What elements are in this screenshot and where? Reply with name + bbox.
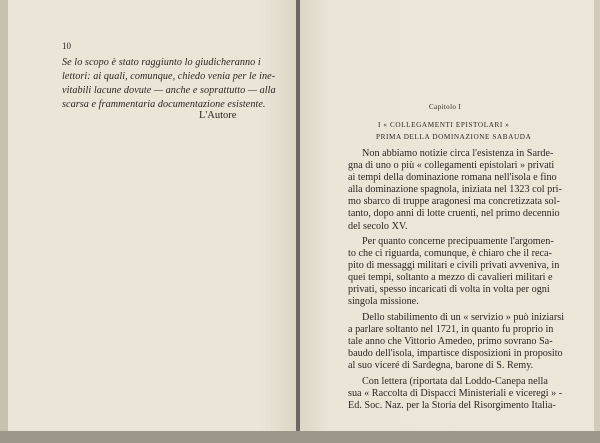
chapter-body [348, 148, 565, 415]
page-number: 10 [62, 41, 71, 51]
left-page-edge [0, 0, 8, 443]
chapter-title-line-2: PRIMA DELLA DOMINAZIONE SABAUDA [376, 133, 532, 141]
preface-line: scarsa e frammentaria documentazione esistente. [62, 99, 266, 110]
text-line: mo sbarco di truppe aragonesi ma concretizzata sol- [348, 196, 560, 208]
text-line: Con lettera (riportata dal Loddo-Canepa nella [362, 375, 548, 387]
paragraph-1 [348, 148, 562, 233]
text-line: privati, spesso incaricati di volta in volta per ogni [348, 284, 550, 296]
text-line: Non abbiamo notizie circa l'esistenza in Sarde- [362, 148, 554, 159]
text-line: sua « Raccolta di Dispacci Ministeriali e viceregi » - [348, 387, 563, 399]
preface-text [62, 56, 276, 112]
text-line: Per quanto concerne precipuamente l'argomen- [362, 235, 554, 247]
text-line: pito di messaggi militari e civili privati avveniva, in [348, 260, 560, 272]
author-signature: L'Autore [199, 110, 237, 121]
preface-line: lettori: ai quali, comunque, chiedo venia per le ine- [62, 71, 276, 82]
text-line: gna di uno o più « collegamenti epistolari » privati [348, 160, 555, 172]
text-line: baudo dell'isola, impartisce disposizioni in proposito [348, 348, 563, 360]
text-line: alla dominazione spagnola, iniziata nel 1323 col pri- [348, 184, 562, 196]
left-page [0, 0, 296, 443]
text-line: tale anno che Vittorio Amedeo, primo sovrano Sa- [348, 336, 553, 347]
right-page-edge [594, 0, 600, 443]
preface-line: vitabili lacune dovute — anche e soprattutto — alla [62, 85, 276, 96]
text-line: tanto, dopo anni di lotte cruenti, nel primo decennio [348, 208, 560, 220]
text-line: a parlare soltanto nel 1721, in quanto fu proprio in [348, 323, 554, 335]
paragraph-4 [348, 375, 563, 412]
text-line: to che ci riguarda, comunque, è chiaro che il reca- [348, 248, 552, 260]
chapter-title-line-1: I « COLLEGAMENTI EPISTOLARI » [378, 121, 510, 129]
paragraph-2 [348, 235, 560, 309]
text-line: del secolo XV. [348, 220, 408, 232]
text-line: ai tempi della dominazione romana nell'isola e fino [348, 172, 557, 184]
text-line: quei tempi, soltanto a mezzo di cavalieri militari e [348, 272, 553, 284]
text-line: singola missione. [348, 296, 419, 308]
paragraph-3 [348, 311, 565, 372]
preface-line: Se lo scopo è stato raggiunto lo giudicheranno i [62, 57, 261, 68]
text-line: Ed. Soc. Naz. per la Storia del Risorgimento Italia- [348, 399, 556, 411]
text-line: Dello stabilimento di un « servizio » può iniziarsi [362, 311, 565, 323]
chapter-label: Capitolo I [429, 103, 462, 111]
bottom-shadow [0, 431, 600, 443]
text-line: al suo viceré di Sardegna, barone di S. Remy. [348, 360, 534, 372]
